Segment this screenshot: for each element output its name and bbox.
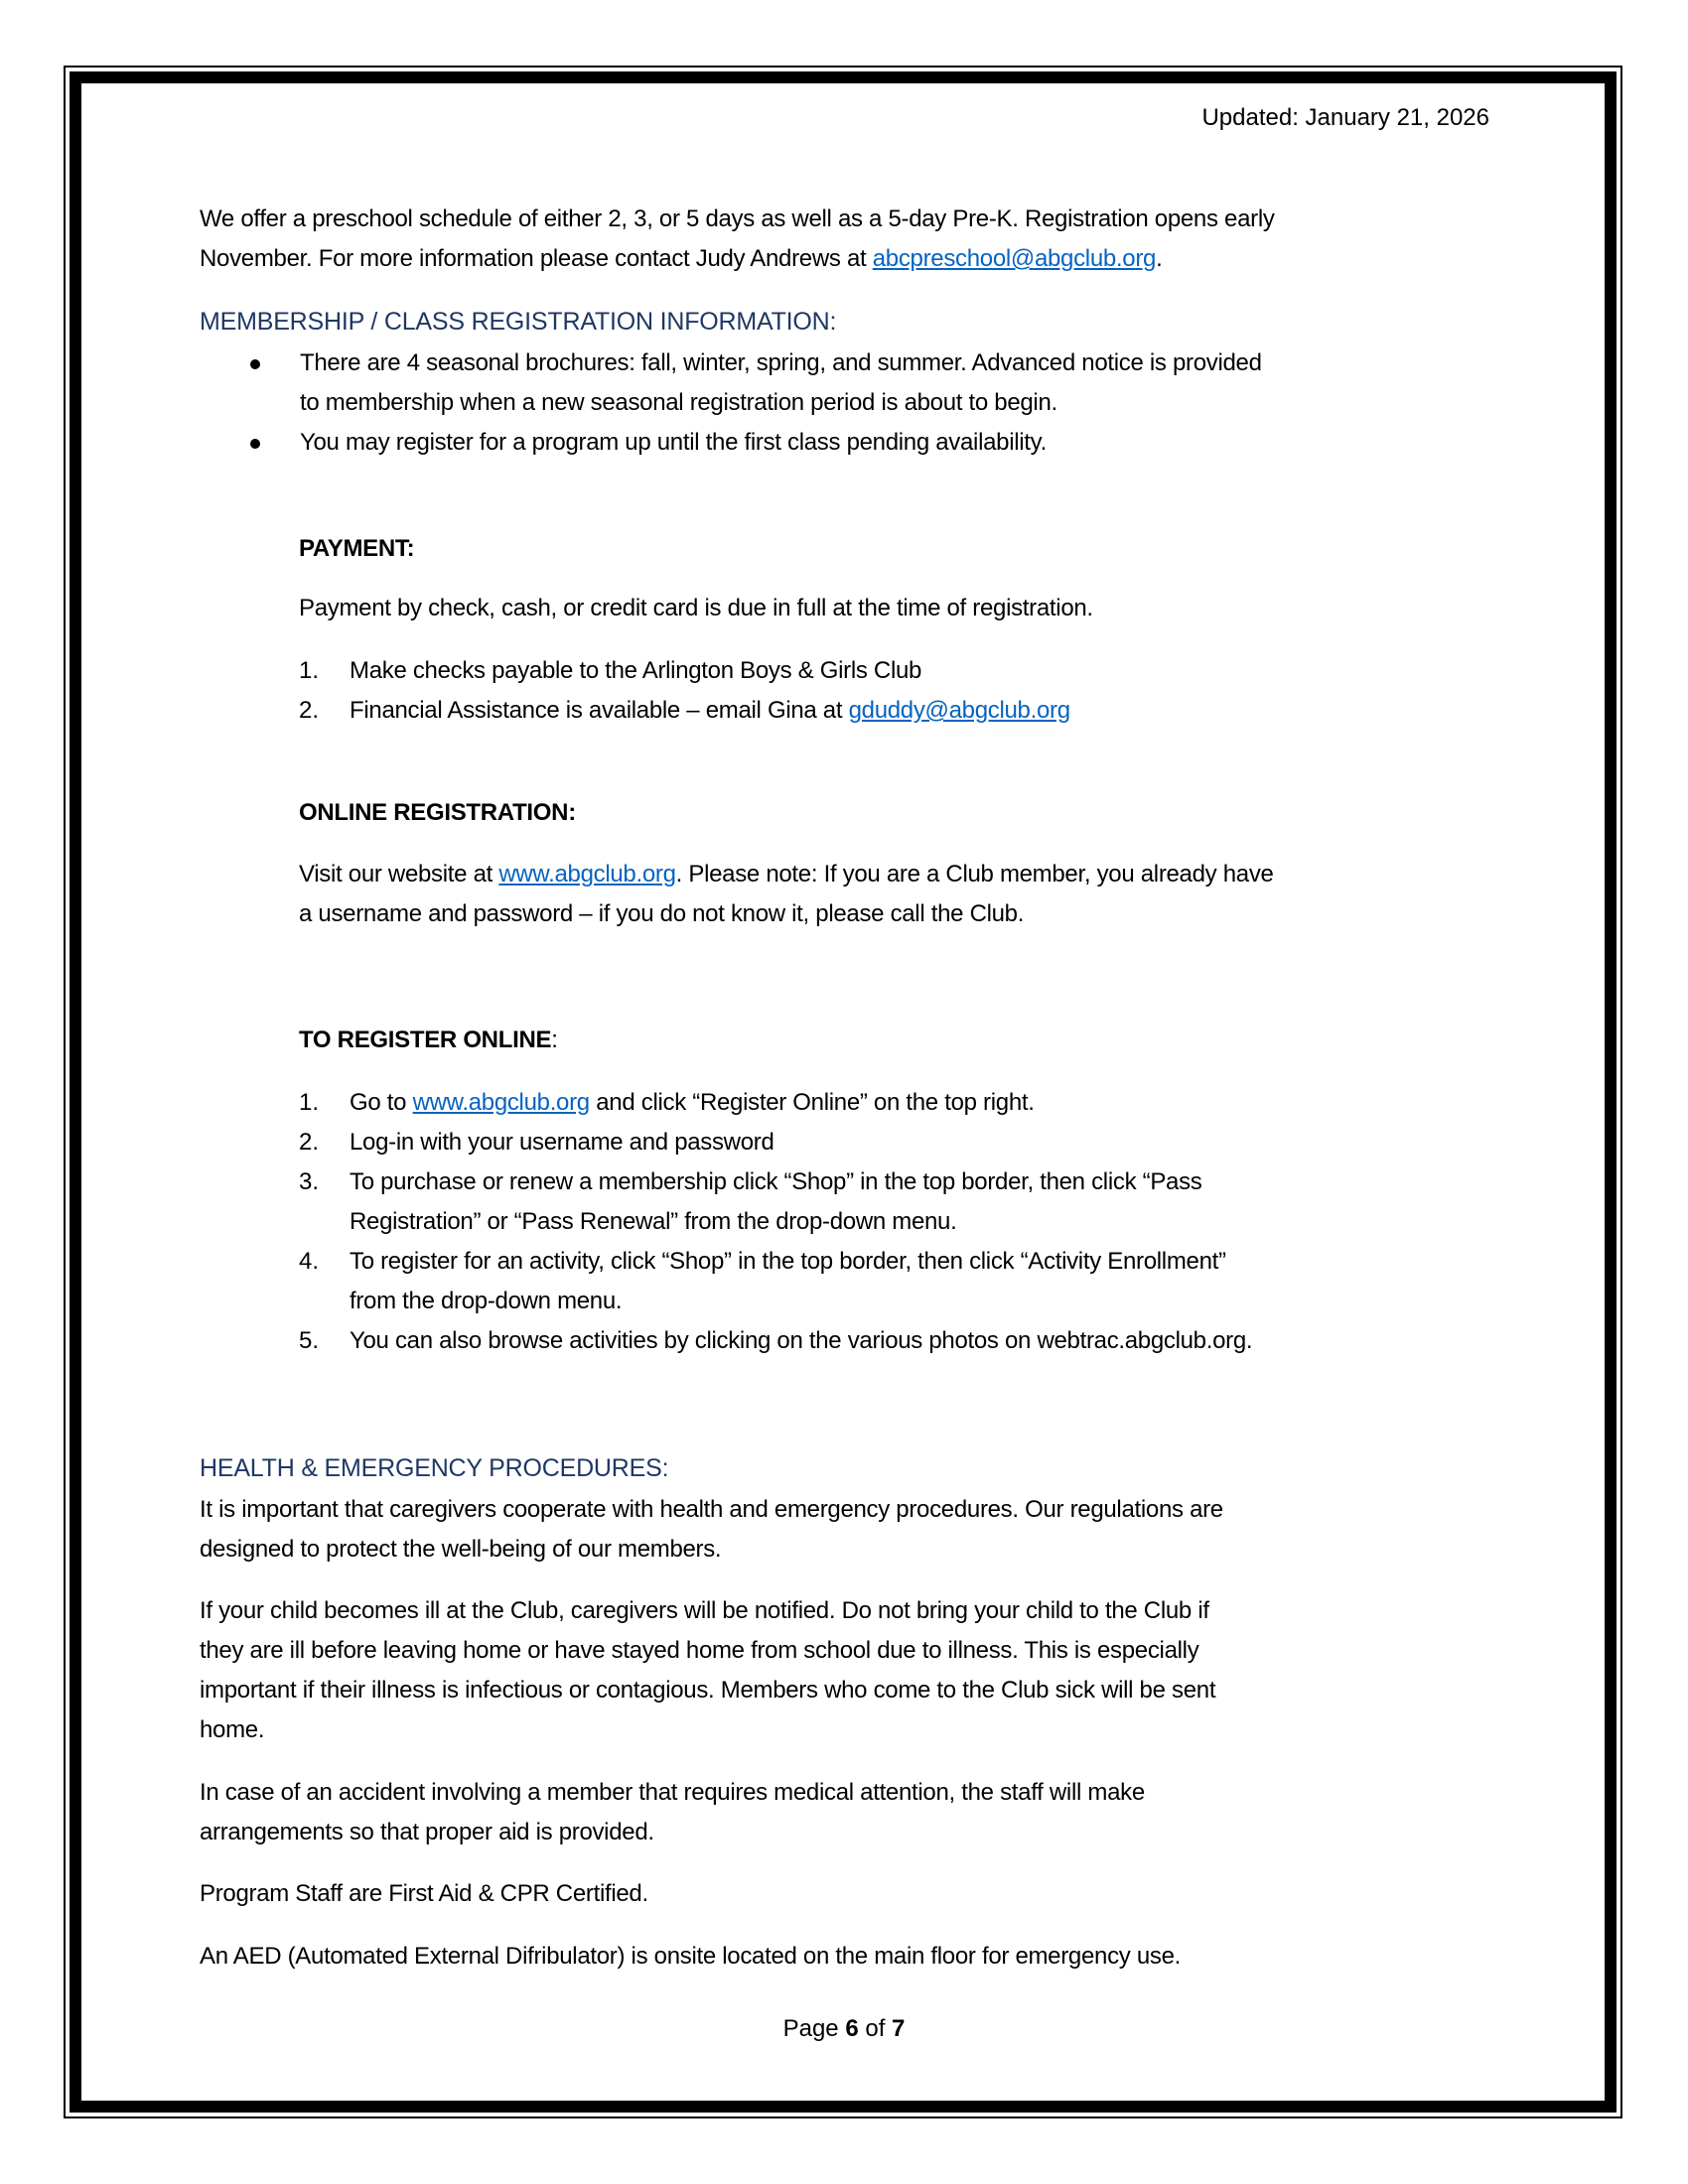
bullet-icon bbox=[250, 359, 260, 369]
register-step-1-post: and click “Register Online” on the top right. bbox=[589, 1089, 1035, 1116]
register-step-4-number: 4. bbox=[299, 1248, 320, 1275]
register-step-4-line-1: To register for an activity, click “Shop” in the top border, then click “Activity Enrollment” bbox=[350, 1248, 1226, 1275]
online-registration-line-2: a username and password – if you do not know it, please call the Club. bbox=[299, 900, 1025, 927]
bullet-icon bbox=[250, 439, 260, 449]
payment-item-1-number: 1. bbox=[299, 657, 320, 684]
health-para-1-line-2: designed to protect the well-being of our members. bbox=[200, 1536, 722, 1563]
page-current: 6 bbox=[845, 2015, 859, 2042]
register-step-3-number: 3. bbox=[299, 1168, 320, 1195]
intro-text: November. For more information please contact Judy Andrews at bbox=[200, 245, 873, 272]
to-register-heading-colon: : bbox=[551, 1026, 558, 1053]
financial-assistance-email-link[interactable]: gduddy@abgclub.org bbox=[848, 697, 1070, 724]
online-registration-note: . Please note: If you are a Club member, you already have bbox=[675, 861, 1274, 887]
register-step-3-line-2: Registration” or “Pass Renewal” from the drop-down menu. bbox=[350, 1208, 957, 1235]
health-para-4: Program Staff are First Aid & CPR Certified. bbox=[200, 1880, 648, 1907]
register-step-2-number: 2. bbox=[299, 1129, 320, 1156]
online-registration-line-1 bbox=[299, 861, 1274, 888]
payment-item-1: Make checks payable to the Arlington Boys & Girls Club bbox=[350, 657, 922, 684]
health-para-1-line-1: It is important that caregivers cooperate with health and emergency procedures. Our regulations are bbox=[200, 1496, 1223, 1523]
payment-text: Payment by check, cash, or credit card is due in full at the time of registration. bbox=[299, 595, 1093, 621]
register-step-1-pre: Go to bbox=[350, 1089, 413, 1116]
register-website-link[interactable]: www.abgclub.org bbox=[412, 1089, 590, 1116]
health-para-3-line-1: In case of an accident involving a member that requires medical attention, the staff will make bbox=[200, 1779, 1145, 1806]
membership-bullet-2: You may register for a program up until the first class pending availability. bbox=[300, 429, 1047, 456]
page-label: Page bbox=[782, 2015, 846, 2042]
membership-heading: MEMBERSHIP / CLASS REGISTRATION INFORMATION: bbox=[200, 308, 837, 336]
page-number bbox=[0, 2015, 1688, 2043]
register-step-1-number: 1. bbox=[299, 1089, 320, 1116]
page-of-label: of bbox=[858, 2015, 893, 2042]
to-register-heading bbox=[299, 1026, 558, 1054]
register-step-5-number: 5. bbox=[299, 1327, 320, 1354]
online-registration-heading: ONLINE REGISTRATION: bbox=[299, 799, 576, 826]
register-step-3-line-1: To purchase or renew a membership click “Shop” in the top border, then click “Pass bbox=[350, 1168, 1202, 1195]
health-para-2-line-4: home. bbox=[200, 1716, 265, 1743]
payment-item-2-text: Financial Assistance is available – email Gina at bbox=[350, 697, 849, 724]
health-para-3-line-2: arrangements so that proper aid is provided. bbox=[200, 1819, 654, 1845]
payment-heading: PAYMENT: bbox=[299, 535, 415, 562]
page-total: 7 bbox=[892, 2015, 906, 2042]
health-para-5: An AED (Automated External Difribulator) is onsite located on the main floor for emergency use. bbox=[200, 1943, 1181, 1970]
updated-date: Updated: January 21, 2026 bbox=[1201, 104, 1489, 131]
health-para-2-line-1: If your child becomes ill at the Club, caregivers will be notified. Do not bring your child to the Club if bbox=[200, 1597, 1209, 1624]
register-step-1 bbox=[350, 1089, 1035, 1117]
membership-bullet-1-line-2: to membership when a new seasonal registration period is about to begin. bbox=[300, 389, 1057, 416]
preschool-email-link[interactable]: abcpreschool@abgclub.org bbox=[872, 245, 1157, 272]
intro-line-1: We offer a preschool schedule of either 2, 3, or 5 days as well as a 5-day Pre-K. Registration opens early bbox=[200, 205, 1275, 232]
membership-bullet-1-line-1: There are 4 seasonal brochures: fall, winter, spring, and summer. Advanced notice is provided bbox=[300, 349, 1262, 376]
to-register-heading-text: TO REGISTER ONLINE bbox=[299, 1026, 552, 1053]
health-para-2-line-2: they are ill before leaving home or have stayed home from school due to illness. This is especially bbox=[200, 1637, 1199, 1664]
intro-line-2 bbox=[200, 245, 1162, 273]
health-para-2-line-3: important if their illness is infectious or contagious. Members who come to the Club sick will be sent bbox=[200, 1677, 1216, 1704]
online-registration-text: Visit our website at bbox=[299, 861, 499, 887]
payment-item-2-number: 2. bbox=[299, 697, 320, 724]
payment-item-2 bbox=[350, 697, 1070, 725]
website-link[interactable]: www.abgclub.org bbox=[498, 861, 676, 887]
intro-period: . bbox=[1156, 245, 1163, 272]
register-step-4-line-2: from the drop-down menu. bbox=[350, 1288, 623, 1314]
register-step-2: Log-in with your username and password bbox=[350, 1129, 774, 1156]
health-heading: HEALTH & EMERGENCY PROCEDURES: bbox=[200, 1454, 669, 1482]
register-step-5: You can also browse activities by clicking on the various photos on webtrac.abgclub.org. bbox=[350, 1327, 1253, 1354]
